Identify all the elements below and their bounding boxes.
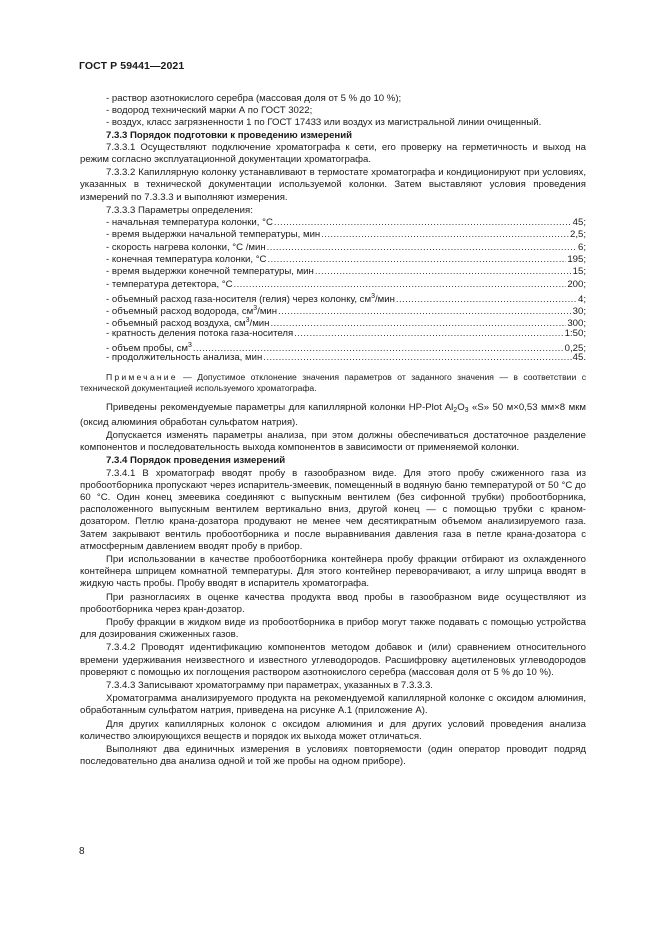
paragraph: Выполняют два единичных измерения в условиях повторяемости (один оператор проводит подряд последовательно два анализа одной и той же пробы на одном приборе).	[80, 744, 586, 768]
parameter-row: - время выдержки начальной температуры, мин ..... 2,5;	[80, 229, 586, 241]
parameter-row: - скорость нагрева колонки, °С /мин ..... 6;	[80, 242, 586, 254]
parameter-row: - время выдержки конечной температуры, мин ..... 15;	[80, 266, 586, 278]
paragraph: 7.3.3.1 Осуществляют подключение хроматографа к сети, его проверку на герметичность и выход на режим согласно эксплуатационной документации хроматографа.	[80, 141, 586, 166]
parameter-list	[80, 217, 586, 365]
paragraph: Допускается изменять параметры анализа, при этом должны обеспечиваться достаточное разделение компонентов и последовательность выхода компонентов в зависимости от применяемой колонки.	[80, 430, 586, 454]
paragraph: Хроматограмма анализируемого продукта на рекомендуемой капиллярной колонке с оксидом алюминия, обработанным сульфатом натрия, приведена на рисунке А.1 (приложение А).	[80, 693, 586, 717]
parameter-row: - продолжительность анализа, мин ..... 45.	[80, 352, 586, 364]
paragraph: При разногласиях в оценке качества продукта ввод пробы в газообразном виде осуществляют из пробоотборника через кран-дозатор.	[80, 591, 586, 615]
parameter-row: - объем пробы, $см^3$ ..... 0,25;	[80, 340, 586, 352]
page-body	[80, 93, 586, 769]
paragraph: Пробу фракции в жидком виде из пробоотборника в прибор могут также подавать с помощью устройства для дозирования сжиженных газов.	[80, 617, 586, 641]
paragraph: 7.3.4.1 В хроматограф вводят пробу в газообразном виде. Для этого пробу сжиженного газа из пробоотборника пропускают через испаритель-змеевик, помещенный в водяную баню температурой от 50 °С до 60 °С. Один конец змеевика соединяют с выпускным вентилем (без сифонной трубки) пробоотборника, расположенного выпускным вентилем вертикально вниз, другой конец — с помощью трубки с краном-дозатором. Петлю крана-дозатора продувают не менее чем десятикратным объемом анализируемого газа. Затем закрывают вентиль пробоотборника и после выравнивания давления газа в петле крана-дозатора с атмосферным давлением вводят пробу в прибор.	[80, 467, 586, 552]
section-heading-7-3-3: 7.3.3 Порядок подготовки к проведению измерений	[106, 129, 353, 141]
parameter-row: - температура детектора, °С ..... 200;	[80, 279, 586, 291]
parameter-row: - начальная температура колонки, °С ..... 45;	[80, 217, 586, 229]
standard-designation: ГОСТ Р 59441—2021	[79, 60, 185, 72]
list-item: - водород технический марки А по ГОСТ 3022;	[106, 105, 313, 117]
paragraph: Приведены рекомендуемые параметры для капиллярной колонки HP-Plot $Al_2O_3$ «S» 50 м×0,53 мм×8 мкм (оксид алюминия обработан сульфатом натрия).	[80, 401, 586, 428]
list-item: - воздух, класс загрязненности 1 по ГОСТ 17433 или воздух из магистральной линии очищенный.	[106, 117, 542, 129]
section-heading-7-3-4: 7.3.4 Порядок проведения измерений	[106, 455, 286, 467]
paragraph: При использовании в качестве пробоотборника контейнера пробу фракции отбирают из охлажденного контейнера шприцем комнатной температуры. Для этого контейнер переворачивают, а иглу шприца вводят в жидкую часть пробы. Пробу вводят в испаритель хроматографа.	[80, 554, 586, 590]
paragraph: 7.3.3.3 Параметры определения:	[106, 204, 253, 216]
parameter-row: - конечная температура колонки, °С ..... 195;	[80, 254, 586, 266]
paragraph: 7.3.4.2 Проводят идентификацию компонентов методом добавок и (или) сравнением относительного времени удерживания неизвестного и известного углеводородов. Расшифровку ацетиленовых углеводородов проверяют с помощью их поглощения раствором азотнокислого серебра (массовая доля от 5 % до 10 %).	[80, 642, 586, 678]
list-item: - раствор азотнокислого серебра (массовая доля от 5 % до 10 %);	[106, 93, 402, 104]
parameter-row: - объемный расход воздуха, $см^3$/мин ..... 300;	[80, 315, 586, 327]
parameter-row: - объемный расход водорода, $см^3$/мин ..... 30;	[80, 303, 586, 315]
note: Примечание — Допустимое отклонение значения параметров от заданного значения — в соответствии с технической документацией используемого хроматографа.	[80, 371, 586, 393]
paragraph: Для других капиллярных колонок с оксидом алюминия и для других условий проведения анализа количество элюирующихся веществ и порядок их выхода может отличаться.	[80, 718, 586, 742]
parameter-row: - кратность деления потока газа-носителя ..... 1:50;	[80, 328, 586, 340]
page-number: 8	[79, 846, 85, 857]
paragraph: 7.3.4.3 Записывают хроматограмму при параметрах, указанных в 7.3.3.3.	[106, 680, 433, 692]
parameter-row: - объемный расход газа-носителя (гелия) через колонку, $см^3$/мин ..... 4;	[80, 291, 586, 303]
paragraph: 7.3.3.2 Капиллярную колонку устанавливают в термостате хроматографа и кондиционируют при условиях, указанных в технической документации используемой колонки. Затем выставляют условия проведения измерений по 7.3.3.3 и выполняют измерения.	[80, 167, 586, 203]
